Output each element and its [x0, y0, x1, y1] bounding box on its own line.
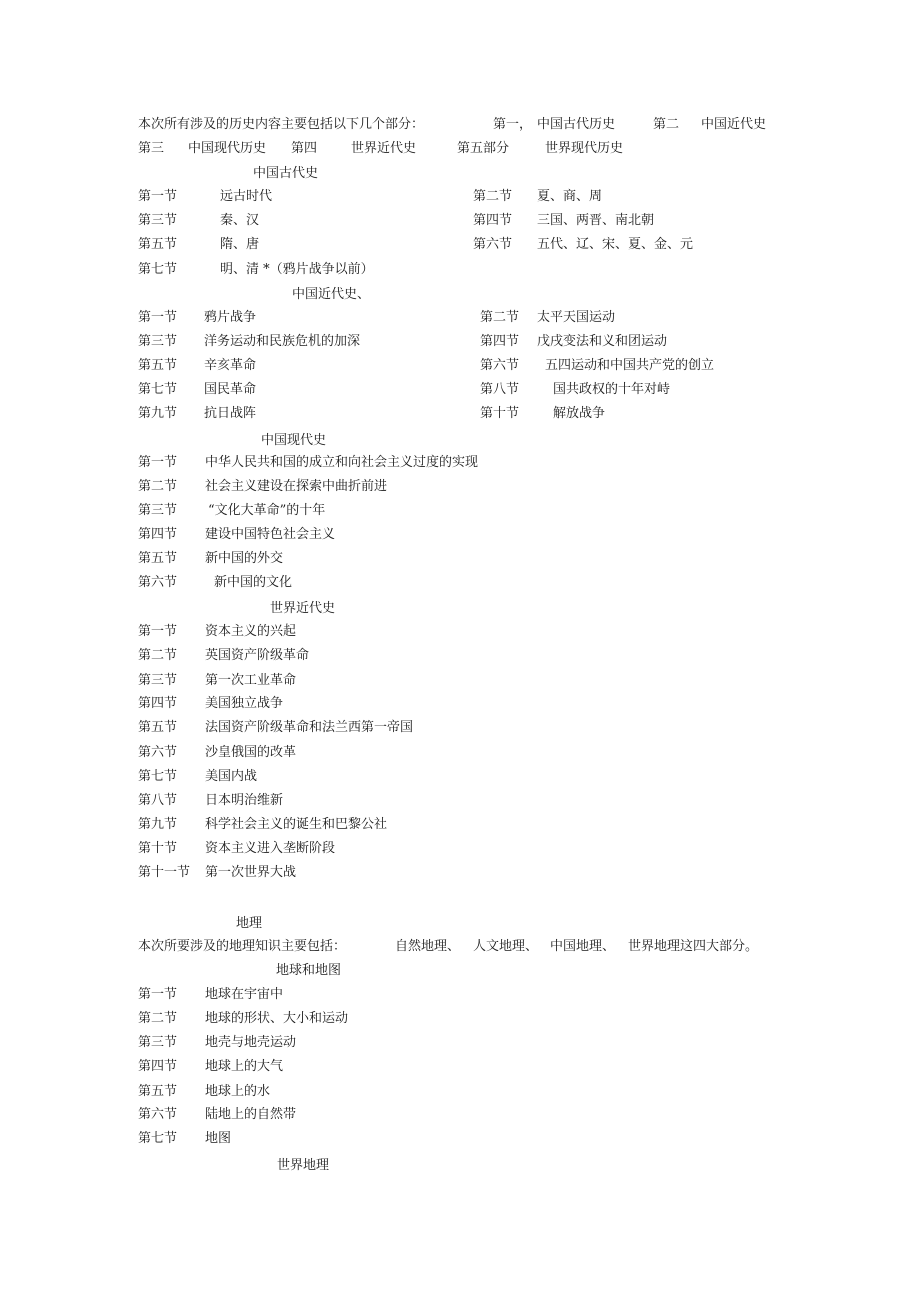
section-title: 社会主义建设在探索中曲折前进	[205, 479, 388, 494]
section-title: 远古时代	[220, 189, 273, 204]
section-title: 美国独立战争	[205, 696, 284, 711]
section-title: 五四运动和中国共产党的创立	[545, 358, 715, 373]
section-title: 第一次世界大战	[205, 865, 297, 880]
section-title: 地图	[205, 1131, 232, 1146]
section-heading-world-modern: 世界近代史	[270, 601, 336, 616]
section-num: 第九节	[138, 817, 178, 832]
section-title: 英国资产阶级革命	[205, 648, 310, 663]
section-title: 隋、唐	[220, 237, 260, 252]
section-heading-contemporary: 中国现代史	[261, 433, 327, 448]
section-num: 第一节	[138, 310, 178, 325]
section-title: 中华人民共和国的成立和向社会主义过度的实现	[205, 455, 479, 470]
part-1-name: 中国古代历史	[537, 117, 616, 132]
section-num: 第三节	[138, 503, 178, 518]
section-title: 地球上的水	[205, 1084, 271, 1099]
section-title: 地球的形状、大小和运动	[205, 1011, 349, 1026]
section-num: 第五节	[138, 237, 178, 252]
part-1-num: 第一，	[493, 117, 533, 132]
section-title: 国共政权的十年对峙	[553, 382, 671, 397]
section-num: 第六节	[480, 358, 520, 373]
section-num: 第七节	[138, 262, 178, 277]
section-num: 第四节	[138, 1059, 178, 1074]
part-4-name: 世界近代史	[351, 141, 417, 156]
section-title: 科学社会主义的诞生和巴黎公社	[205, 817, 388, 832]
section-num: 第四节	[480, 334, 520, 349]
section-title: 新中国的外交	[205, 551, 284, 566]
section-num: 第十节	[480, 406, 520, 421]
history-intro: 本次所有涉及的历史内容主要包括以下几个部分：	[138, 117, 425, 132]
section-title: 抗日战阵	[204, 406, 257, 421]
part-2-num: 第二	[653, 117, 680, 132]
part-4-num: 第四	[291, 141, 318, 156]
section-title: 地球在宇宙中	[205, 987, 284, 1002]
section-num: 第二节	[480, 310, 520, 325]
section-num: 第九节	[138, 406, 178, 421]
section-num: 第一节	[138, 987, 178, 1002]
section-title: 新中国的文化	[214, 575, 293, 590]
part-5-num: 第五部分	[457, 141, 510, 156]
section-heading-world-geo: 世界地理	[277, 1158, 330, 1173]
section-num: 第一节	[138, 189, 178, 204]
section-title: 三国、两晋、南北朝	[537, 213, 655, 228]
section-title: 建设中国特色社会主义	[205, 527, 336, 542]
geo-part-1: 自然地理、	[395, 939, 461, 954]
section-num: 第二节	[138, 1011, 178, 1026]
section-num: 第一节	[138, 455, 178, 470]
section-num: 第四节	[138, 696, 178, 711]
section-title: 鸦片战争	[204, 310, 257, 325]
section-num: 第五节	[138, 551, 178, 566]
section-num: 第二节	[473, 189, 513, 204]
section-num: 第一节	[138, 624, 178, 639]
section-num: 第三节	[138, 1035, 178, 1050]
section-title: 法国资产阶级革命和法兰西第一帝国	[205, 720, 414, 735]
section-num: 第三节	[138, 334, 178, 349]
section-title: 陆地上的自然带	[205, 1107, 297, 1122]
section-title: 戊戌变法和义和团运动	[537, 334, 668, 349]
section-title: 秦、汉	[220, 213, 260, 228]
section-num: 第六节	[473, 237, 513, 252]
geo-part-3: 中国地理、	[550, 939, 616, 954]
section-title: 洋务运动和民族危机的加深	[204, 334, 361, 349]
section-title: 国民革命	[204, 382, 257, 397]
section-title: 明、清 *（鸦片战争以前）	[220, 262, 374, 277]
section-num: 第十一节	[138, 865, 191, 880]
section-num: 第五节	[138, 358, 178, 373]
part-3-num: 第三	[138, 141, 165, 156]
section-num: 第六节	[138, 575, 178, 590]
section-num: 第三节	[138, 213, 178, 228]
geography-heading: 地理	[236, 916, 263, 931]
section-num: 第四节	[138, 527, 178, 542]
section-num: 第七节	[138, 382, 178, 397]
section-num: 第五节	[138, 720, 178, 735]
section-num: 第五节	[138, 1084, 178, 1099]
section-title: 资本主义的兴起	[205, 624, 297, 639]
section-num: 第三节	[138, 673, 178, 688]
section-heading-modern-early: 中国近代史、	[292, 287, 371, 302]
geo-part-2: 人文地理、	[473, 939, 539, 954]
geography-intro: 本次所要涉及的地理知识主要包括：	[138, 939, 347, 954]
section-title: 夏、商、周	[537, 189, 603, 204]
section-title: “文化大革命”的十年	[208, 503, 326, 518]
section-heading-earth-map: 地球和地图	[276, 963, 342, 978]
section-num: 第八节	[138, 793, 178, 808]
section-num: 第二节	[138, 479, 178, 494]
section-title: 解放战争	[553, 406, 606, 421]
section-heading-ancient: 中国古代史	[253, 166, 319, 181]
section-title: 辛亥革命	[204, 358, 257, 373]
section-title: 太平天国运动	[537, 310, 616, 325]
part-3-name: 中国现代历史	[188, 141, 267, 156]
section-num: 第七节	[138, 769, 178, 784]
section-title: 美国内战	[205, 769, 258, 784]
section-title: 五代、辽、宋、夏、金、元	[537, 237, 694, 252]
section-title: 日本明治维新	[205, 793, 284, 808]
section-num: 第七节	[138, 1131, 178, 1146]
section-title: 地壳与地壳运动	[205, 1035, 297, 1050]
section-num: 第十节	[138, 841, 178, 856]
section-num: 第四节	[473, 213, 513, 228]
geo-part-4: 世界地理这四大部分。	[628, 939, 759, 954]
section-title: 地球上的大气	[205, 1059, 284, 1074]
section-num: 第六节	[138, 745, 178, 760]
section-num: 第二节	[138, 648, 178, 663]
section-num: 第八节	[480, 382, 520, 397]
section-title: 资本主义进入垄断阶段	[205, 841, 336, 856]
section-title: 第一次工业革命	[205, 673, 297, 688]
section-title: 沙皇俄国的改革	[205, 745, 297, 760]
part-2-name: 中国近代史	[701, 117, 767, 132]
section-num: 第六节	[138, 1107, 178, 1122]
part-5-name: 世界现代历史	[545, 141, 624, 156]
